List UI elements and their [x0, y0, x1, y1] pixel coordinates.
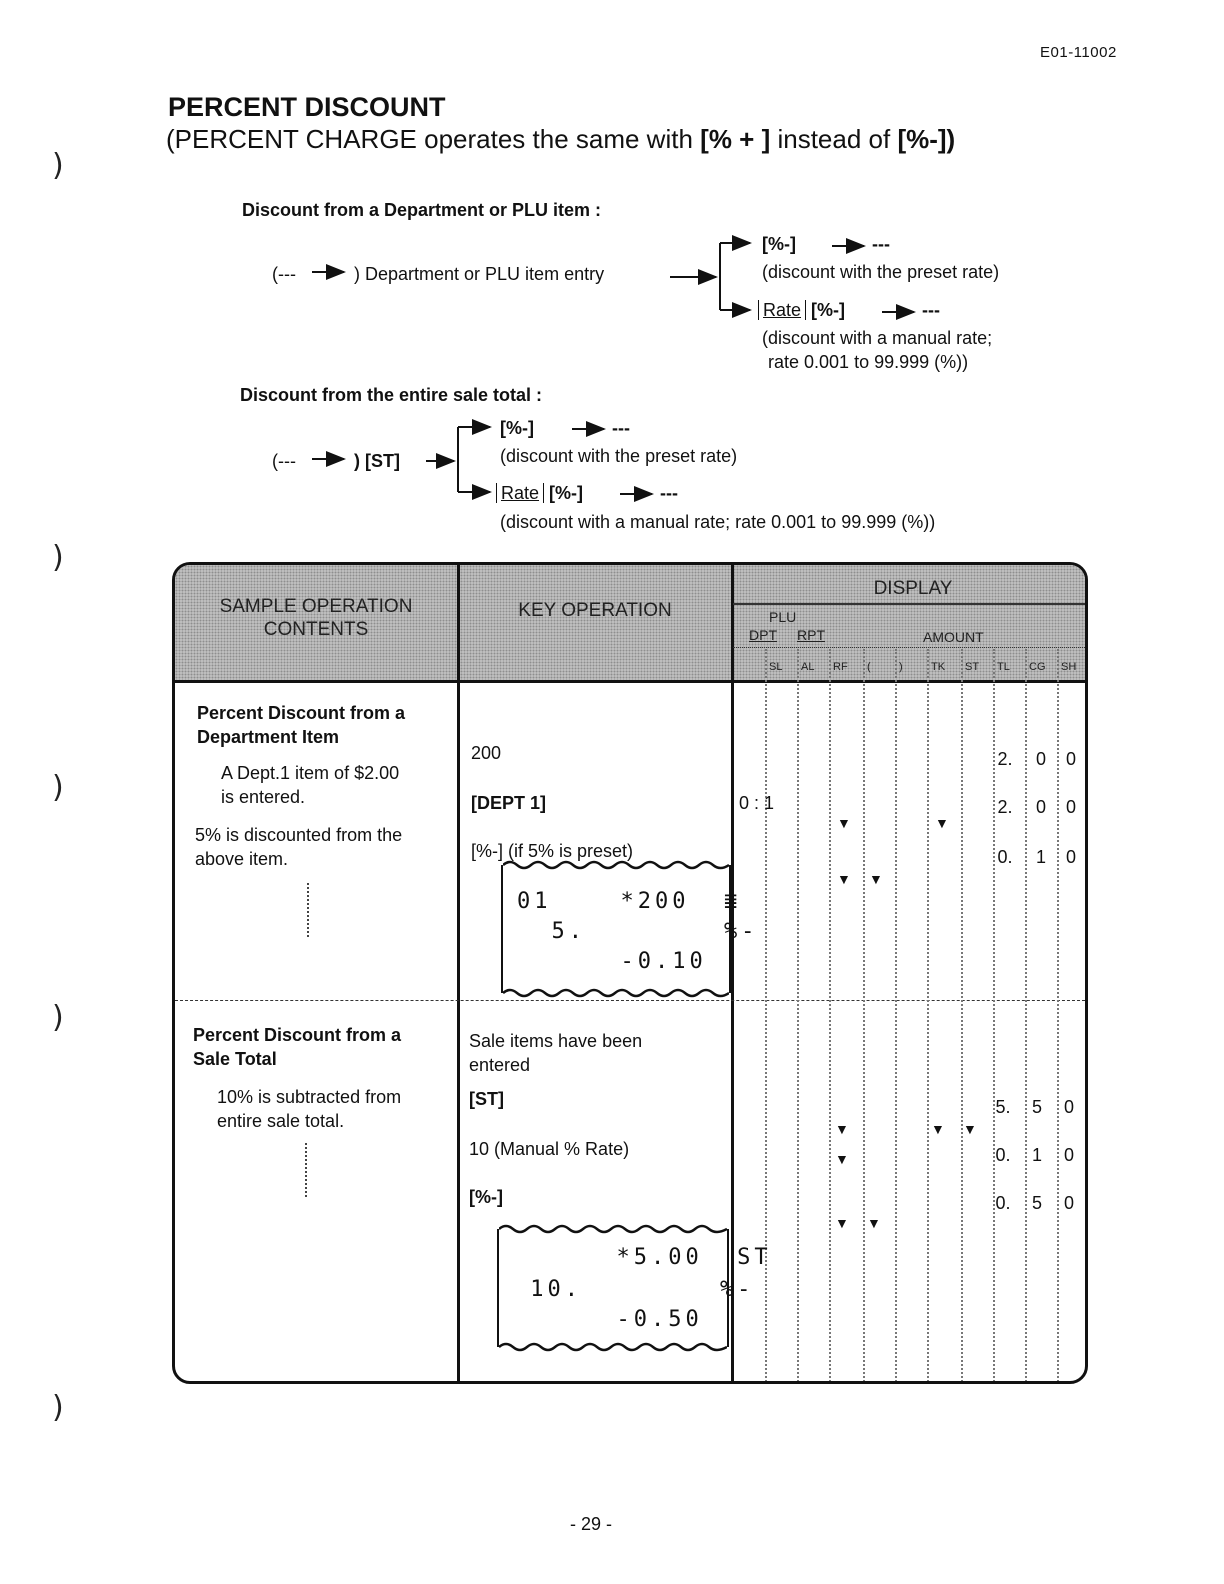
row1-key: [DEPT 1] — [471, 793, 547, 813]
display-digit: 2. — [997, 749, 1013, 769]
header-display: DISPLAY — [873, 578, 953, 599]
row1-key: 200 — [471, 743, 502, 763]
display-dept-number: 0 : 1 — [739, 793, 775, 813]
indicator-triangle: ▼ — [935, 815, 949, 831]
receipt-tear-edge — [499, 1341, 727, 1353]
indicator-triangle: ▼ — [867, 1215, 881, 1231]
flow-key-rate: Rate [%-] — [758, 300, 845, 321]
display-digit: 5 — [1031, 1097, 1042, 1117]
flow-note: (discount with the preset rate) — [762, 262, 1000, 282]
display-digit: 5 — [1031, 1193, 1042, 1213]
receipt-tear-edge — [503, 859, 729, 871]
display-digit: 0 — [1065, 797, 1076, 817]
display-digit: 0. — [997, 847, 1013, 867]
flow-end: --- — [922, 300, 940, 320]
row1-key: [%-] (if 5% is preset) — [471, 841, 634, 861]
header-rpt: RPT — [797, 627, 825, 643]
section-heading-department: Discount from a Department or PLU item : — [242, 200, 602, 220]
display-column-guide — [1057, 649, 1059, 1384]
page-title: PERCENT DISCOUNT — [168, 92, 446, 122]
flow-start-open: (--- — [272, 264, 296, 284]
row1-description: A Dept.1 item of $2.00 is entered. — [221, 763, 400, 807]
display-column-guide — [797, 649, 799, 1384]
display-digit: 0 — [1063, 1145, 1074, 1165]
receipt-print — [501, 865, 759, 993]
indicator-triangle: ▼ — [835, 1151, 849, 1167]
indicator-triangle: ▼ — [837, 815, 851, 831]
row2-key: [%-] — [469, 1187, 503, 1207]
display-digit: 0 — [1065, 749, 1076, 769]
header-contents: SAMPLE OPERATION CONTENTS — [219, 596, 413, 640]
indicator-label: SL — [769, 661, 783, 673]
display-column-guide — [829, 649, 831, 1384]
binding-hole-mark: ) — [52, 540, 64, 575]
row2-description: 10% is subtracted from entire sale total. — [217, 1087, 402, 1131]
indicator-triangle: ▼ — [835, 1215, 849, 1231]
receipt-line: *5.00 ST — [513, 1245, 772, 1270]
column-separator — [457, 565, 460, 1381]
receipt-line: 01 *200 ≣ — [517, 889, 742, 914]
binding-hole-mark: ) — [52, 1000, 64, 1035]
receipt-tear-edge — [503, 987, 729, 999]
receipt-line: -0.10 — [517, 949, 707, 974]
indicator-label: RF — [833, 661, 848, 673]
flow-key-rate: Rate [%-] — [496, 483, 583, 504]
indicator-label: TK — [931, 661, 946, 673]
display-digit: 1 — [1035, 847, 1046, 867]
indicator-label: CG — [1029, 661, 1046, 673]
display-digit: 0. — [995, 1145, 1011, 1165]
receipt-line: 5. %- — [517, 919, 759, 944]
flow-key-percent-minus: [%-] — [762, 234, 796, 254]
display-column-guide — [927, 649, 929, 1384]
flow-start-label: ) Department or PLU item entry — [354, 264, 605, 284]
flow-end: --- — [612, 418, 630, 438]
display-column-guide — [895, 649, 897, 1384]
flow-end: --- — [660, 483, 678, 503]
display-digit: 0 — [1035, 749, 1046, 769]
row2-title: Percent Discount from a Sale Total — [193, 1025, 402, 1069]
indicator-triangle: ▼ — [837, 871, 851, 887]
indicator-triangle: ▼ — [835, 1121, 849, 1137]
indicator-label: SH — [1061, 661, 1077, 673]
display-subheader-line — [733, 647, 1088, 648]
display-digit: 2. — [997, 797, 1013, 817]
header-separator — [175, 680, 1085, 683]
indicator-label: ST — [965, 661, 980, 673]
binding-hole-mark: ) — [52, 1390, 64, 1425]
display-column-guide — [961, 649, 963, 1384]
page-subtitle: (PERCENT CHARGE operates the same with [% + ] instead of [%-]) — [166, 124, 956, 154]
continuation-dots — [305, 1143, 307, 1197]
row2-key: [ST] — [469, 1089, 504, 1109]
header-plu: PLU — [769, 609, 797, 625]
indicator-triangle: ▼ — [869, 871, 883, 887]
binding-hole-mark: ) — [52, 770, 64, 805]
display-digit: 1 — [1031, 1145, 1042, 1165]
display-digit: 0 — [1063, 1097, 1074, 1117]
display-digit: 0. — [995, 1193, 1011, 1213]
row1-description: 5% is discounted from the above item. — [195, 825, 403, 869]
receipt-line: 10. %- — [513, 1277, 755, 1302]
row2-key: Sale items have been entered — [469, 1031, 643, 1075]
header-dpt: DPT — [749, 627, 777, 643]
indicator-label: TL — [997, 661, 1010, 673]
flow-start-label: ) [ST] — [354, 451, 400, 471]
row1-title: Percent Discount from a Department Item — [197, 703, 406, 747]
header-amount: AMOUNT — [923, 629, 984, 645]
indicator-triangle: ▼ — [931, 1121, 945, 1137]
document-id: E01-11002 — [1040, 44, 1117, 61]
display-column-guide — [863, 649, 865, 1384]
flow-diagram-lines — [0, 0, 1224, 560]
flow-start-open: (--- — [272, 451, 296, 471]
flow-key-percent-minus: [%-] — [500, 418, 534, 438]
header-key-operation: KEY OPERATION — [518, 600, 672, 621]
receipt-line: -0.50 — [513, 1307, 703, 1332]
binding-hole-mark: ) — [52, 148, 64, 183]
display-digit: 0 — [1063, 1193, 1074, 1213]
display-digit: 0 — [1065, 847, 1076, 867]
display-column-guide — [765, 649, 767, 1384]
receipt-print — [497, 1229, 772, 1347]
display-digit: 0 — [1035, 797, 1046, 817]
display-subheader-line — [733, 603, 1088, 605]
indicator-label: ( — [867, 661, 871, 673]
section-heading-sale-total: Discount from the entire sale total : — [240, 385, 543, 405]
continuation-dots — [307, 883, 309, 937]
flow-note: (discount with the preset rate) — [500, 446, 738, 466]
flow-note: (discount with a manual rate; — [762, 328, 993, 348]
flow-end: --- — [872, 234, 890, 254]
row-separator — [175, 1000, 1085, 1001]
indicator-label: ) — [899, 661, 903, 673]
operation-table — [172, 562, 1088, 1384]
display-digit: 5. — [995, 1097, 1011, 1117]
display-column-guide — [1025, 649, 1027, 1384]
indicator-triangle: ▼ — [963, 1121, 977, 1137]
row2-key: 10 (Manual % Rate) — [469, 1139, 630, 1159]
page-number: - 29 - — [570, 1514, 613, 1534]
indicator-label: AL — [801, 661, 815, 673]
flow-note: (discount with a manual rate; rate 0.001 to 99.999 (%)) — [500, 512, 936, 532]
flow-note: rate 0.001 to 99.999 (%)) — [768, 352, 969, 372]
receipt-tear-edge — [499, 1223, 727, 1235]
